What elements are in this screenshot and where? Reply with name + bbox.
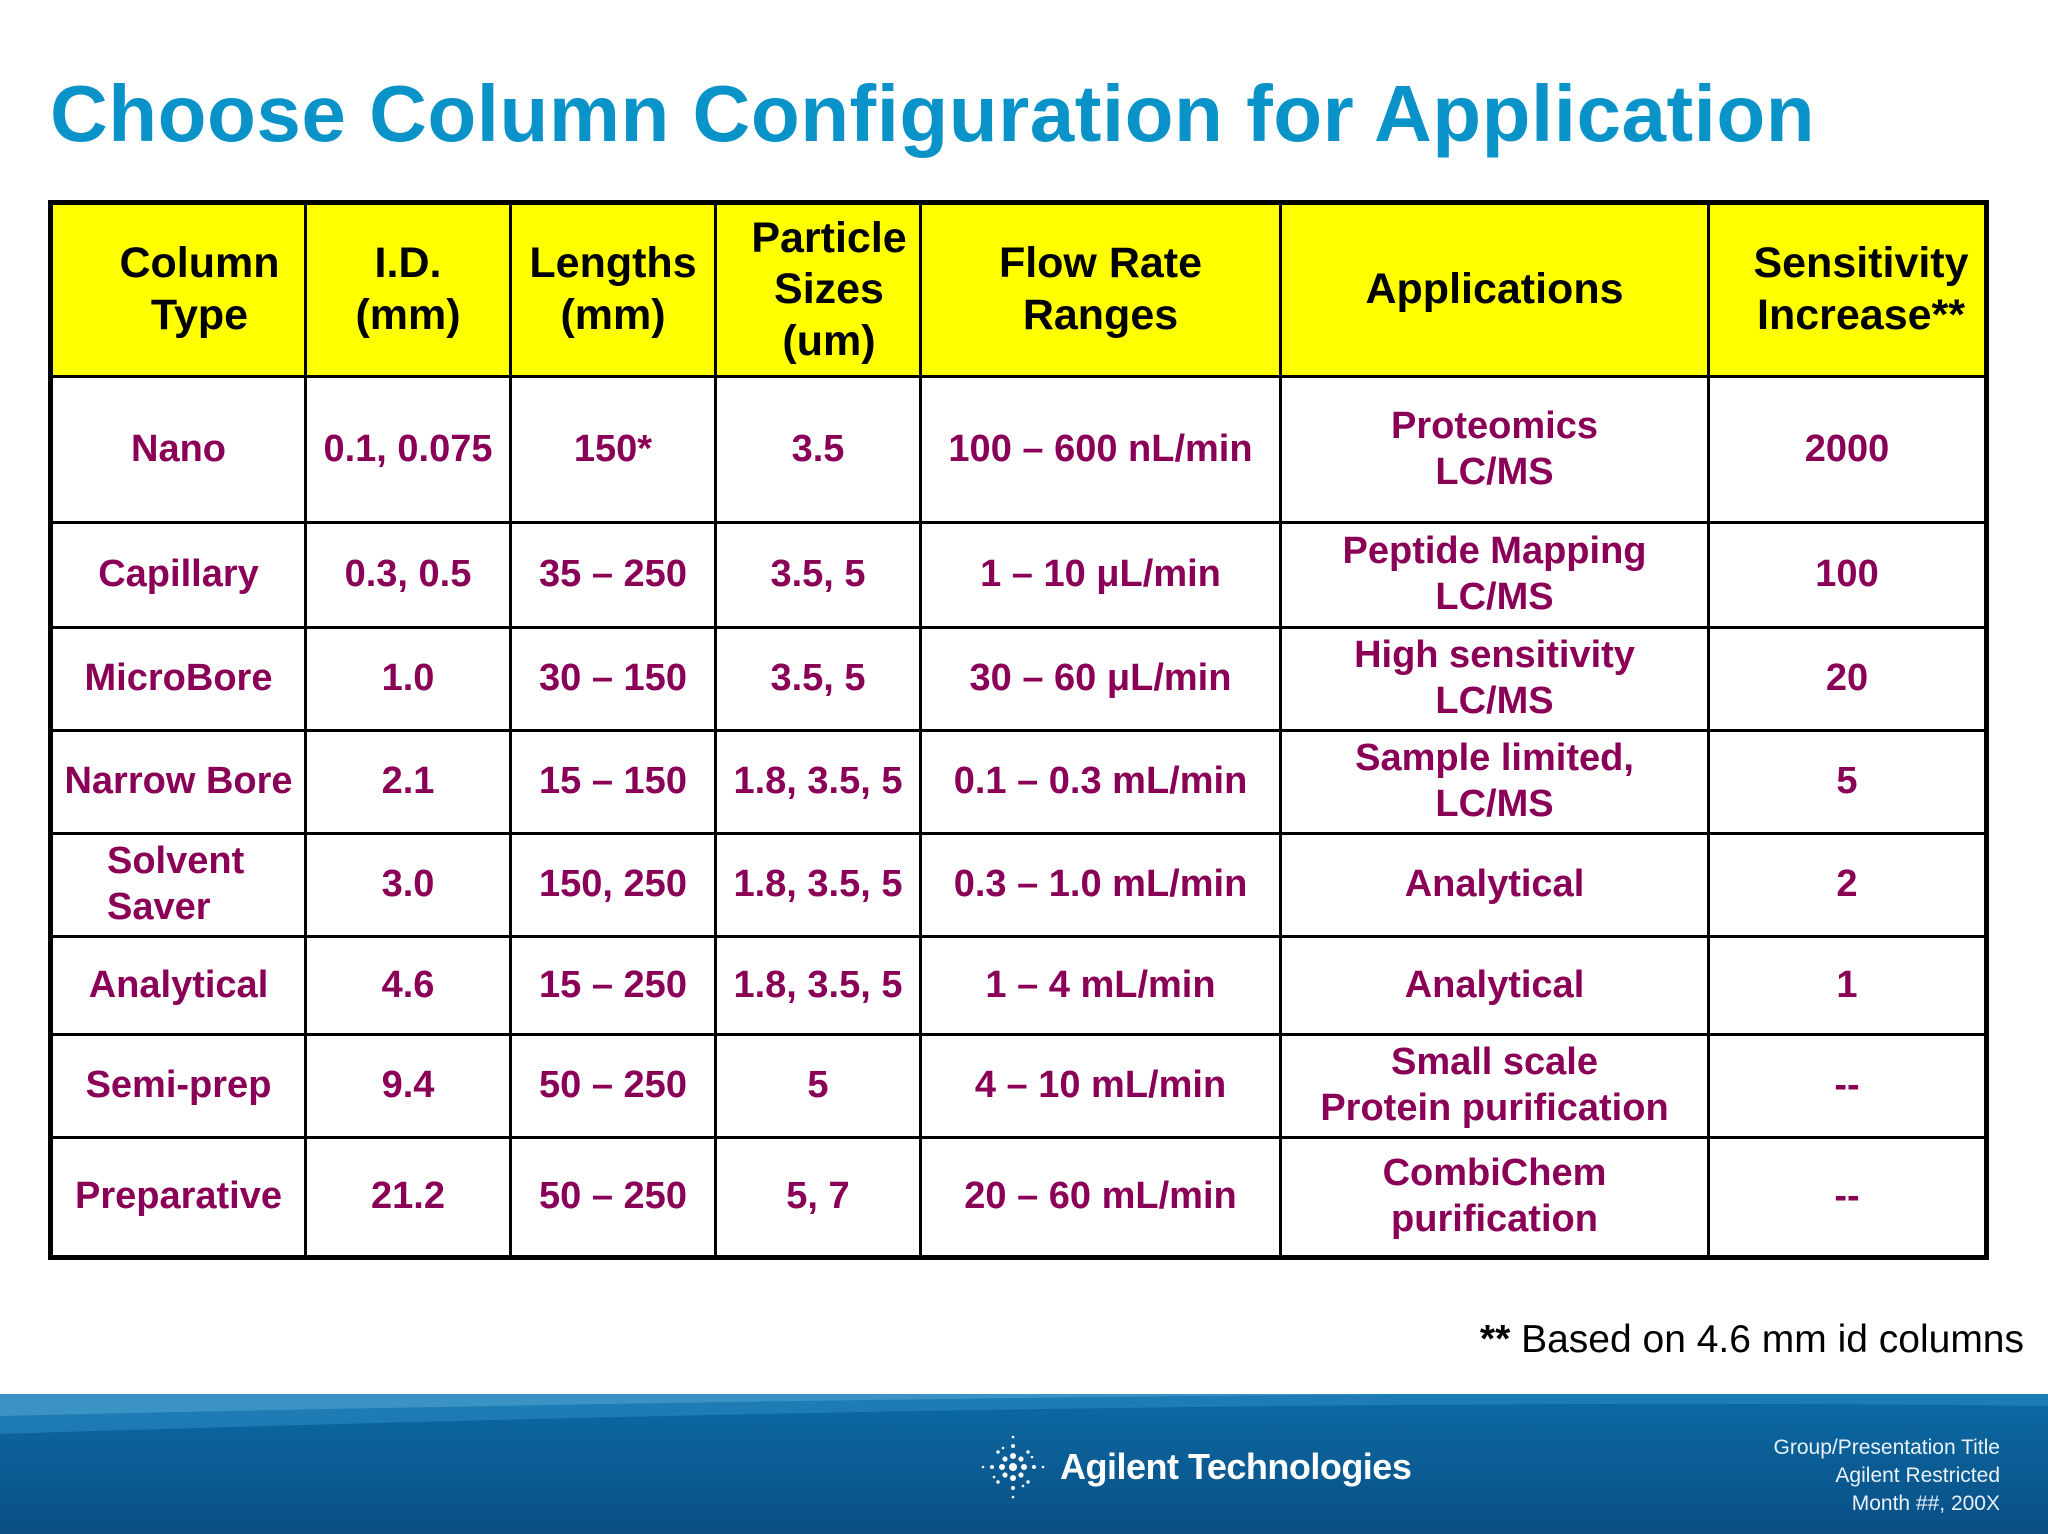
cell-length: 50 – 250 <box>511 1035 716 1138</box>
cell-application-line: LC/MS <box>1435 680 1554 722</box>
cell-column-type-line: MicroBore <box>84 657 273 700</box>
table-row <box>51 628 1987 731</box>
cell-application-line: CombiChem <box>1382 1152 1607 1195</box>
cell-length: 35 – 250 <box>511 523 716 628</box>
header-line: Type <box>150 291 249 339</box>
header-line: Flow Rate <box>998 239 1203 288</box>
table-row <box>51 937 1987 1035</box>
cell-particle-size: 5, 7 <box>716 1138 921 1258</box>
cell-id: 0.3, 0.5 <box>306 523 511 628</box>
cell-flow-rate: 1 – 4 mL/min <box>921 937 1281 1035</box>
cell-column-type-line: Saver <box>107 886 211 928</box>
cell-id: 4.6 <box>306 937 511 1035</box>
header-line: Column <box>119 239 280 288</box>
header-line: Applications <box>1365 265 1624 314</box>
cell-flow-rate: 100 – 600 nL/min <box>921 377 1281 523</box>
header-line: Sensitivity <box>1753 239 1969 288</box>
cell-column-type <box>51 377 306 523</box>
table-row <box>51 377 1987 523</box>
footer-presentation-title: Group/Presentation Title <box>1773 1436 2000 1459</box>
cell-application-line: purification <box>1391 1198 1598 1240</box>
footer-bar <box>0 1394 2048 1534</box>
cell-id: 0.1, 0.075 <box>306 377 511 523</box>
cell-application-line: Analytical <box>1404 963 1585 1006</box>
cell-column-type <box>51 628 306 731</box>
cell-sensitivity: 100 <box>1709 523 1987 628</box>
cell-flow-rate: 0.1 – 0.3 mL/min <box>921 731 1281 834</box>
header-column-type <box>51 203 306 377</box>
cell-flow-rate: 4 – 10 mL/min <box>921 1035 1281 1138</box>
cell-column-type <box>51 1035 306 1138</box>
cell-particle-size: 3.5 <box>716 377 921 523</box>
cell-particle-size: 3.5, 5 <box>716 523 921 628</box>
cell-particle-size: 1.8, 3.5, 5 <box>716 731 921 834</box>
table-row <box>51 731 1987 834</box>
cell-length: 150, 250 <box>511 834 716 937</box>
cell-column-type <box>51 523 306 628</box>
cell-id: 21.2 <box>306 1138 511 1258</box>
cell-application <box>1281 1138 1709 1258</box>
cell-column-type <box>51 1138 306 1258</box>
logo-text: Agilent Technologies <box>1060 1446 1412 1487</box>
header-line: Increase** <box>1757 291 1965 339</box>
footer-date: Month ##, 200X <box>1851 1492 2000 1515</box>
cell-particle-size: 3.5, 5 <box>716 628 921 731</box>
header-sensitivity <box>1709 203 1987 377</box>
page-title: Choose Column Configuration for Application <box>50 69 1816 158</box>
cell-sensitivity: 5 <box>1709 731 1987 834</box>
cell-length: 50 – 250 <box>511 1138 716 1258</box>
cell-particle-size: 5 <box>716 1035 921 1138</box>
header-lengths <box>511 203 716 377</box>
cell-flow-rate: 0.3 – 1.0 mL/min <box>921 834 1281 937</box>
table-row <box>51 834 1987 937</box>
cell-id: 9.4 <box>306 1035 511 1138</box>
footnote <box>1480 1318 2024 1362</box>
header-line: Lengths <box>529 239 697 288</box>
cell-column-type-line: Preparative <box>74 1175 282 1218</box>
cell-application-line: Small scale <box>1390 1041 1599 1084</box>
table-header-row <box>51 203 1987 377</box>
table-row <box>51 1138 1987 1258</box>
header-flow-rate <box>921 203 1281 377</box>
cell-length: 30 – 150 <box>511 628 716 731</box>
cell-application-line: Protein purification <box>1320 1087 1669 1129</box>
cell-flow-rate: 1 – 10 μL/min <box>921 523 1281 628</box>
cell-application <box>1281 1035 1709 1138</box>
cell-application <box>1281 628 1709 731</box>
cell-application-line: Proteomics <box>1391 404 1598 447</box>
table-row <box>51 1035 1987 1138</box>
cell-application-line: Sample limited, <box>1355 737 1634 780</box>
cell-particle-size: 1.8, 3.5, 5 <box>716 937 921 1035</box>
agilent-spark-icon <box>980 1434 1046 1500</box>
cell-flow-rate: 30 – 60 μL/min <box>921 628 1281 731</box>
agilent-logo <box>980 1432 1411 1502</box>
footnote-text: Based on 4.6 mm id columns <box>1510 1318 2024 1361</box>
cell-application-line: LC/MS <box>1435 576 1554 618</box>
cell-application <box>1281 523 1709 628</box>
cell-sensitivity: 2000 <box>1709 377 1987 523</box>
cell-column-type-line: Narrow Bore <box>64 760 293 803</box>
cell-flow-rate: 20 – 60 mL/min <box>921 1138 1281 1258</box>
footer-info <box>1774 1434 2000 1518</box>
table-row <box>51 523 1987 628</box>
cell-column-type <box>51 834 306 937</box>
cell-application <box>1281 377 1709 523</box>
footer-classification: Agilent Restricted <box>1835 1464 2000 1487</box>
header-line: (um) <box>782 316 876 365</box>
header-particle-sizes <box>716 203 921 377</box>
cell-column-type <box>51 731 306 834</box>
cell-sensitivity: 1 <box>1709 937 1987 1035</box>
cell-particle-size: 1.8, 3.5, 5 <box>716 834 921 937</box>
header-line: Sizes <box>774 265 884 314</box>
cell-length: 15 – 250 <box>511 937 716 1035</box>
cell-id: 3.0 <box>306 834 511 937</box>
cell-column-type-line: Analytical <box>88 963 269 1006</box>
cell-application-line: Analytical <box>1404 863 1585 906</box>
cell-application-line: LC/MS <box>1435 783 1554 825</box>
footnote-marker: ** <box>1479 1318 1511 1361</box>
header-applications <box>1281 203 1709 377</box>
header-line: (mm) <box>560 291 666 339</box>
cell-sensitivity: -- <box>1709 1138 1987 1258</box>
cell-application <box>1281 834 1709 937</box>
header-line: Particle <box>751 213 907 262</box>
cell-sensitivity: 20 <box>1709 628 1987 731</box>
cell-column-type-line: Nano <box>131 427 226 470</box>
header-line: Ranges <box>1022 291 1179 339</box>
header-id <box>306 203 511 377</box>
cell-application-line: LC/MS <box>1435 450 1554 493</box>
cell-application-line: High sensitivity <box>1354 634 1635 677</box>
header-line: (mm) <box>355 291 461 339</box>
cell-application <box>1281 937 1709 1035</box>
cell-column-type-line: Solvent <box>107 840 245 883</box>
cell-sensitivity: 2 <box>1709 834 1987 937</box>
column-config-table <box>48 200 1989 1260</box>
cell-length: 150* <box>511 377 716 523</box>
cell-column-type <box>51 937 306 1035</box>
cell-application <box>1281 731 1709 834</box>
cell-sensitivity: -- <box>1709 1035 1987 1138</box>
cell-id: 1.0 <box>306 628 511 731</box>
cell-id: 2.1 <box>306 731 511 834</box>
cell-column-type-line: Capillary <box>98 553 259 596</box>
header-line: I.D. <box>374 239 442 288</box>
cell-column-type-line: Semi-prep <box>85 1064 272 1107</box>
cell-length: 15 – 150 <box>511 731 716 834</box>
cell-application-line: Peptide Mapping <box>1342 530 1647 573</box>
